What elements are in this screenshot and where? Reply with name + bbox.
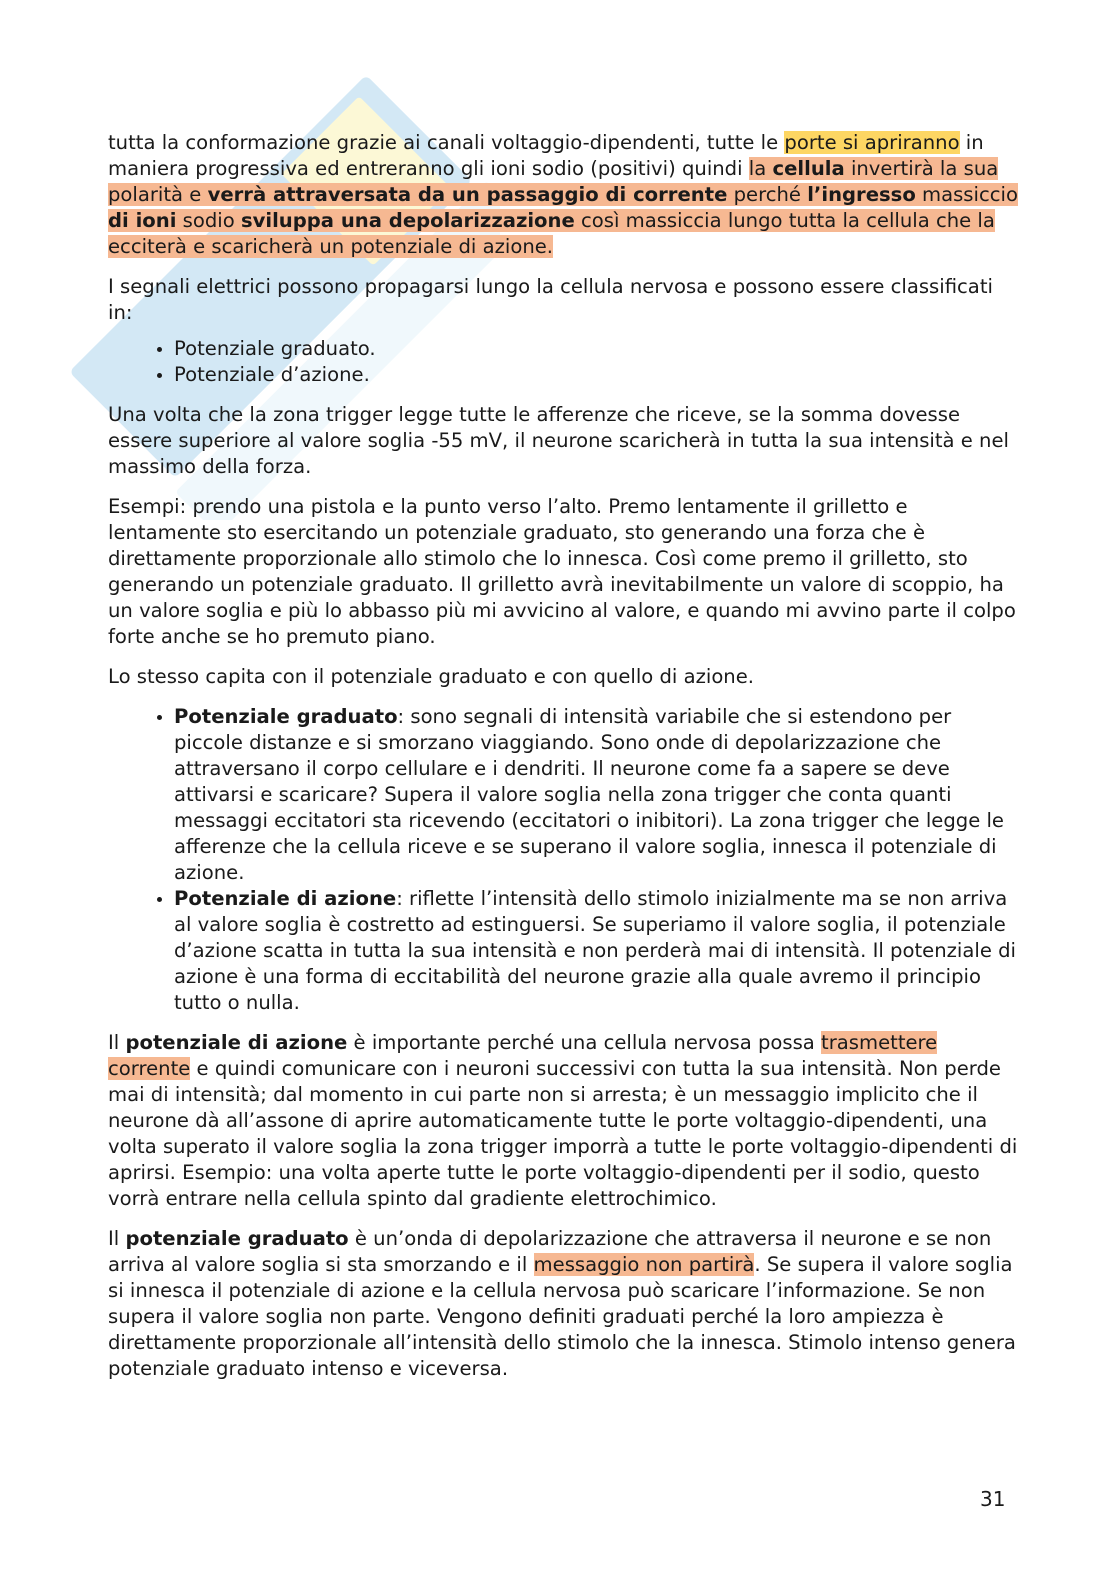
paragraph-signals: I segnali elettrici possono propagarsi lungo la cellula nervosa e possono essere classificati in: [108,275,993,324]
highlight-orange: la cellula invertirà la sua polarità e verrà attraversata da un passaggio di corrente perché l’ingresso massiccio di ioni sodio sviluppa una depolarizzazione così massiccia lungo tutta la cellula che la ecciterà e scaricherà un potenziale di azione. [108,157,1018,258]
list-item: • Potenziale d’azione. [174,362,1020,388]
list-item: • Potenziale graduato. [174,336,1020,362]
paragraph-example: Esempi: prendo una pistola e la punto verso l’alto. Premo lentamente il grilletto e lentamente sto esercitando un potenziale graduato, sto generando una forza che è direttamente proporzionale allo stimolo che lo innesca. Così come premo il grilletto, sto generando un potenziale graduato. Il grilletto avrà inevitabilmente un valore di scoppio, ha un valore soglia e più lo abbasso più mi avvicino al valore, e quando mi avvino parte il colpo forte anche se ho premuto piano. [108,495,1016,648]
list-item-action: • Potenziale di azione: riflette l’intensità dello stimolo inizialmente ma se non arriva al valore soglia è costretto ad estinguersi. Se superiamo il valore soglia, il potenziale d’azione scatta in tutta la sua intensità e non perderà mai di intensità. Il potenziale di azione è una forma di eccitabilità del neurone grazie alla quale avremo il principio tutto o nulla. [174,886,1020,1016]
highlight-yellow: porte si apriranno [784,131,960,154]
text: in maniera progressiva ed entreranno gli ioni sodio (positivi) quindi [108,131,984,180]
page-number: 31 [980,1487,1006,1511]
paragraph-depolarization [108,130,1020,260]
paragraph-same: Lo stesso capita con il potenziale graduato e con quello di azione. [108,665,755,688]
paragraph-action-potential: Il potenziale di azione è importante perché una cellula nervosa possa trasmettere corrente e quindi comunicare con i neuroni successivi con tutta la sua intensità. Non perde mai di intensità; dal momento in cui parte non si arresta; è un messaggio implicito che il neurone dà all’assone di aprire automaticamente tutte le porte voltaggio-dipendenti, una volta superato il valore soglia la zona trigger imporrà a tutte le porte voltaggio-dipendenti di aprirsi. Esempio: una volta aperte tutte le porte voltaggio-dipendenti per il sodio, questo vorrà entrare nella cellula spinto dal gradiente elettrochimico. [108,1031,1018,1210]
paragraph-trigger-zone: Una volta che la zona trigger legge tutte le afferenze che riceve, se la somma dovesse essere superiore al valore soglia -55 mV, il neurone scaricherà in tutta la sua intensità e nel massimo della forza. [108,403,1009,478]
paragraph-graduated-potential: Il potenziale graduato è un’onda di depolarizzazione che attraversa il neurone e se non arriva al valore soglia si sta smorzando e il messaggio non partirà. Se supera il valore soglia si innesca il potenziale di azione e la cellula nervosa può scaricare l’informazione. Se non supera il valore soglia non parte. Vengono definiti graduati perché la loro ampiezza è direttamente proporzionale all’intensità dello stimolo che la innesca. Stimolo intenso genera potenziale graduato intenso e viceversa. [108,1227,1016,1380]
document-body [108,130,1020,1396]
highlight-orange: messaggio non partirà [533,1253,755,1276]
list-item-graduated: • Potenziale graduato: sono segnali di intensità variabile che si estendono per piccole distanze e si smorzano viaggiando. Sono onde di depolarizzazione che attraversano il corpo cellulare e i dendriti. Il neurone come fa a sapere se deve attivarsi e scaricare? Supera il valore soglia nella zona trigger che conta quanti messaggi eccitatori sta ricevendo (eccitatori o inibitori). La zona trigger che legge le afferenze che la cellula riceve e se superano il valore soglia, innesca il potenziale di azione. [174,704,1020,886]
text: tutta la conformazione grazie ai canali voltaggio-dipendenti, tutte le [108,131,785,154]
signal-types-list [108,336,1020,388]
potential-definitions-list [108,704,1020,1016]
highlight-orange: trasmettere corrente [108,1031,938,1080]
